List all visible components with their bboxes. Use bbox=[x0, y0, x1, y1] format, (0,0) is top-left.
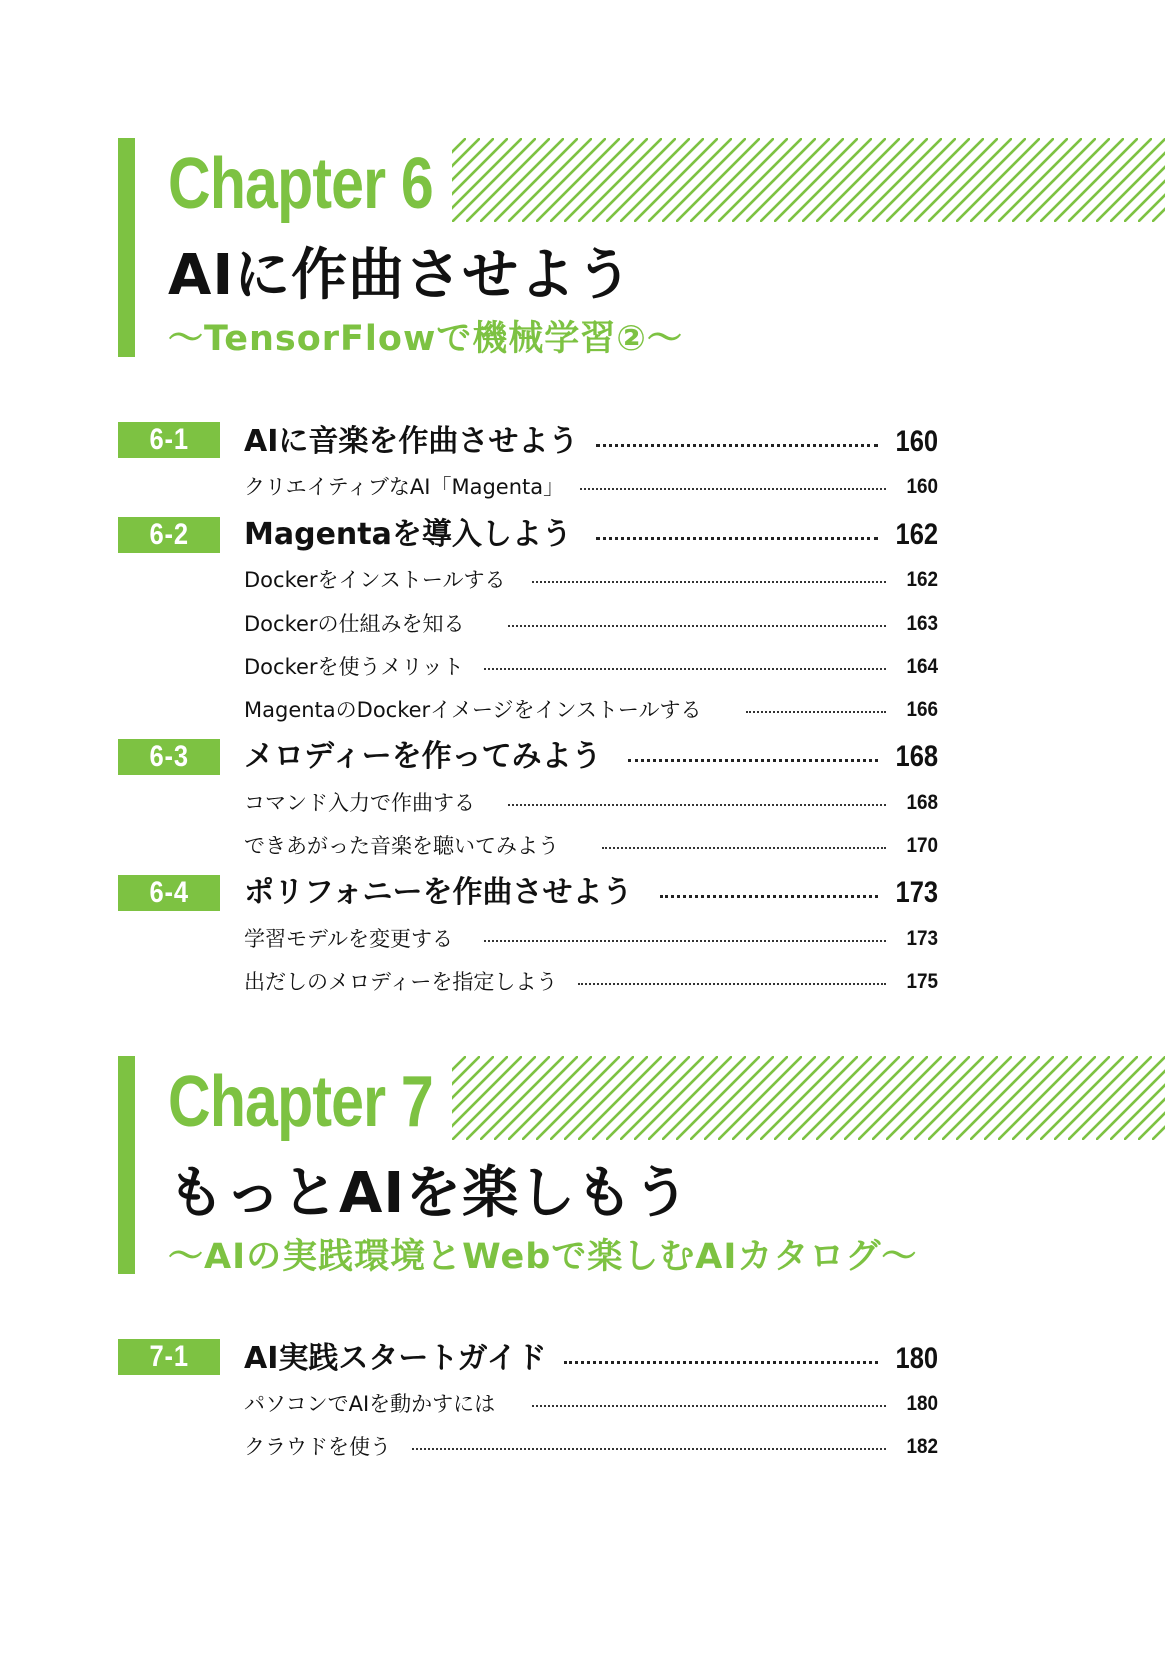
toc-subsection-row[interactable] bbox=[0, 695, 1165, 735]
toc-subsection-row[interactable] bbox=[0, 924, 1165, 964]
section-number-badge: 6-3 bbox=[118, 739, 220, 775]
page-number: 160 bbox=[895, 425, 938, 458]
subsection-title: MagentaのDockerイメージをインストールする bbox=[244, 698, 702, 722]
section-title: メロディーを作ってみよう bbox=[244, 739, 602, 774]
toc-subsection-row[interactable] bbox=[0, 472, 1165, 512]
section-title: Magentaを導入しよう bbox=[244, 517, 572, 552]
page-number: 182 bbox=[906, 1435, 938, 1458]
subsection-title: できあがった音楽を聴いてみよう bbox=[244, 834, 559, 858]
page-number: 173 bbox=[906, 927, 938, 950]
page-number: 164 bbox=[906, 655, 938, 678]
toc-subsection-row[interactable] bbox=[0, 967, 1165, 1007]
toc-section-row[interactable] bbox=[0, 1339, 1165, 1379]
subsection-title: クラウドを使う bbox=[244, 1435, 391, 1459]
leader-dots bbox=[484, 940, 886, 944]
toc-subsection-row[interactable] bbox=[0, 788, 1165, 828]
subsection-title: コマンド入力で作曲する bbox=[244, 791, 475, 815]
toc-section-row[interactable] bbox=[0, 422, 1165, 462]
leader-dots bbox=[532, 581, 886, 585]
chapter-label: Chapter 7 bbox=[168, 1062, 433, 1142]
page-number: 166 bbox=[906, 698, 938, 721]
section-title: AIに音楽を作曲させよう bbox=[244, 424, 579, 459]
chapter-label: Chapter 6 bbox=[168, 144, 433, 224]
toc-subsection-row[interactable] bbox=[0, 609, 1165, 649]
leader-dots bbox=[628, 759, 878, 764]
page-number: 160 bbox=[906, 475, 938, 498]
subsection-title: 出だしのメロディーを指定しよう bbox=[244, 970, 558, 994]
section-number-badge: 6-4 bbox=[118, 875, 220, 911]
subsection-title: クリエイティブなAI「Magenta」 bbox=[244, 475, 565, 499]
subsection-title: Dockerの仕組みを知る bbox=[244, 612, 465, 636]
chapter-accent-bar bbox=[118, 1056, 135, 1274]
section-number-badge: 7-1 bbox=[118, 1339, 220, 1375]
chapter-title: AIに作曲させよう bbox=[168, 243, 634, 308]
subsection-title: パソコンでAIを動かすには bbox=[244, 1392, 496, 1416]
page-number: 162 bbox=[906, 568, 938, 591]
toc-section-row[interactable] bbox=[0, 873, 1165, 913]
page-number: 162 bbox=[895, 518, 938, 551]
chapter-stripe-pattern bbox=[452, 138, 1165, 222]
leader-dots bbox=[484, 668, 886, 672]
toc-section-row[interactable] bbox=[0, 737, 1165, 777]
subsection-title: Dockerを使うメリット bbox=[244, 655, 464, 679]
leader-dots bbox=[602, 847, 886, 851]
section-title: AI実践スタートガイド bbox=[244, 1341, 547, 1376]
page-number: 170 bbox=[906, 834, 938, 857]
page-number: 163 bbox=[906, 612, 938, 635]
toc-subsection-row[interactable] bbox=[0, 1389, 1165, 1429]
section-number-badge: 6-1 bbox=[118, 422, 220, 458]
leader-dots bbox=[532, 1405, 886, 1409]
toc-subsection-row[interactable] bbox=[0, 565, 1165, 605]
section-number-badge: 6-2 bbox=[118, 517, 220, 553]
page-number: 168 bbox=[906, 791, 938, 814]
page-number: 180 bbox=[906, 1392, 938, 1415]
leader-dots bbox=[508, 625, 886, 629]
page-number: 168 bbox=[895, 740, 938, 773]
leader-dots bbox=[412, 1448, 886, 1452]
chapter-subtitle: ～TensorFlowで機械学習②～ bbox=[168, 319, 683, 359]
leader-dots bbox=[596, 537, 878, 542]
page-number: 180 bbox=[895, 1342, 938, 1375]
chapter-title: もっとAIを楽しもう bbox=[168, 1161, 691, 1226]
toc-subsection-row[interactable] bbox=[0, 652, 1165, 692]
leader-dots bbox=[508, 804, 886, 808]
page-number: 173 bbox=[895, 876, 938, 909]
chapter-stripe-pattern bbox=[452, 1056, 1165, 1140]
section-title: ポリフォニーを作曲させよう bbox=[244, 875, 633, 910]
toc-section-row[interactable] bbox=[0, 515, 1165, 555]
leader-dots bbox=[580, 488, 886, 492]
toc-subsection-row[interactable] bbox=[0, 1432, 1165, 1472]
chapter-subtitle: ～AIの実践環境とWebで楽しむAIカタログ～ bbox=[168, 1237, 918, 1277]
subsection-title: 学習モデルを変更する bbox=[244, 927, 453, 951]
toc-subsection-row[interactable] bbox=[0, 831, 1165, 871]
leader-dots bbox=[660, 895, 878, 900]
leader-dots bbox=[596, 444, 878, 449]
leader-dots bbox=[746, 711, 886, 715]
leader-dots bbox=[578, 983, 886, 987]
subsection-title: Dockerをインストールする bbox=[244, 568, 506, 592]
leader-dots bbox=[564, 1361, 878, 1366]
page-number: 175 bbox=[906, 970, 938, 993]
chapter-accent-bar bbox=[118, 138, 135, 357]
